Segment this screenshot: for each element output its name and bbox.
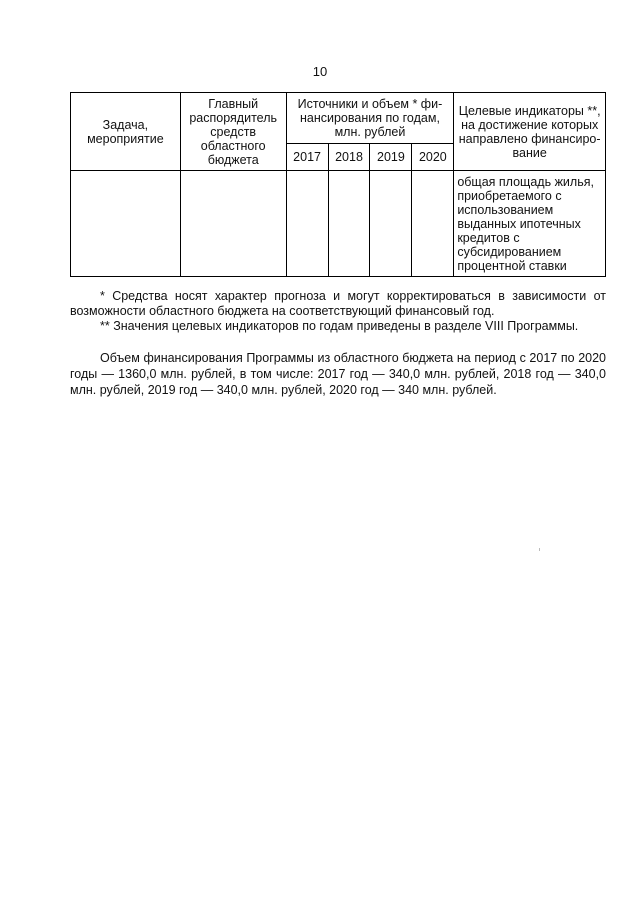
cell-year-2017 [286,171,328,277]
footnote-forecast: * Средства носят характер прогноза и могут корректироваться в зависимости от возможности областного бюджета на соответствующий финансовый год. [70,289,606,318]
indicator-line: выданных ипотечных [457,216,581,231]
indicator-line: приобретаемого с [457,188,562,203]
cell-year-2018 [328,171,370,277]
financing-table [70,92,606,277]
header-year-2017: 2017 [286,144,328,171]
indicator-line: использованием [457,202,554,217]
scan-speck [539,548,540,551]
header-year-2020: 2020 [412,144,454,171]
indicator-line: общая площадь жилья, [457,174,594,189]
header-task: Задача, мероприятие [71,93,181,171]
indicator-line: субсидированием [457,244,562,259]
page-number: 10 [312,64,328,79]
cell-manager [180,171,286,277]
indicator-line: кредитов с [457,230,520,245]
cell-indicator [454,171,606,277]
cell-task [71,171,181,277]
header-indicators: Целевые индикаторы **, на достижение которых направлено финансиро-вание [454,93,606,171]
indicator-line: процентной ставки [457,258,567,273]
cell-year-2020 [412,171,454,277]
financing-paragraph: Объем финансирования Программы из областного бюджета на период с 2017 по 2020 годы — 1360,0 млн. рублей, в том числе: 2017 год — 340,0 млн. рублей, 2018 год — 340,0 млн. рублей, 2019 год — 340,0 млн. рублей, 2020 год — 340 млн. рублей. [70,351,606,397]
header-year-2019: 2019 [370,144,412,171]
footnotes [70,289,606,334]
footnote-indicators: ** Значения целевых индикаторов по годам приведены в разделе VIII Программы. [100,319,579,333]
header-sources: Источники и объем * фи-нансирования по годам, млн. рублей [286,93,454,144]
header-year-2018: 2018 [328,144,370,171]
table-row [71,171,606,277]
cell-year-2019 [370,171,412,277]
header-manager: Главный распорядитель средств областного бюджета [180,93,286,171]
